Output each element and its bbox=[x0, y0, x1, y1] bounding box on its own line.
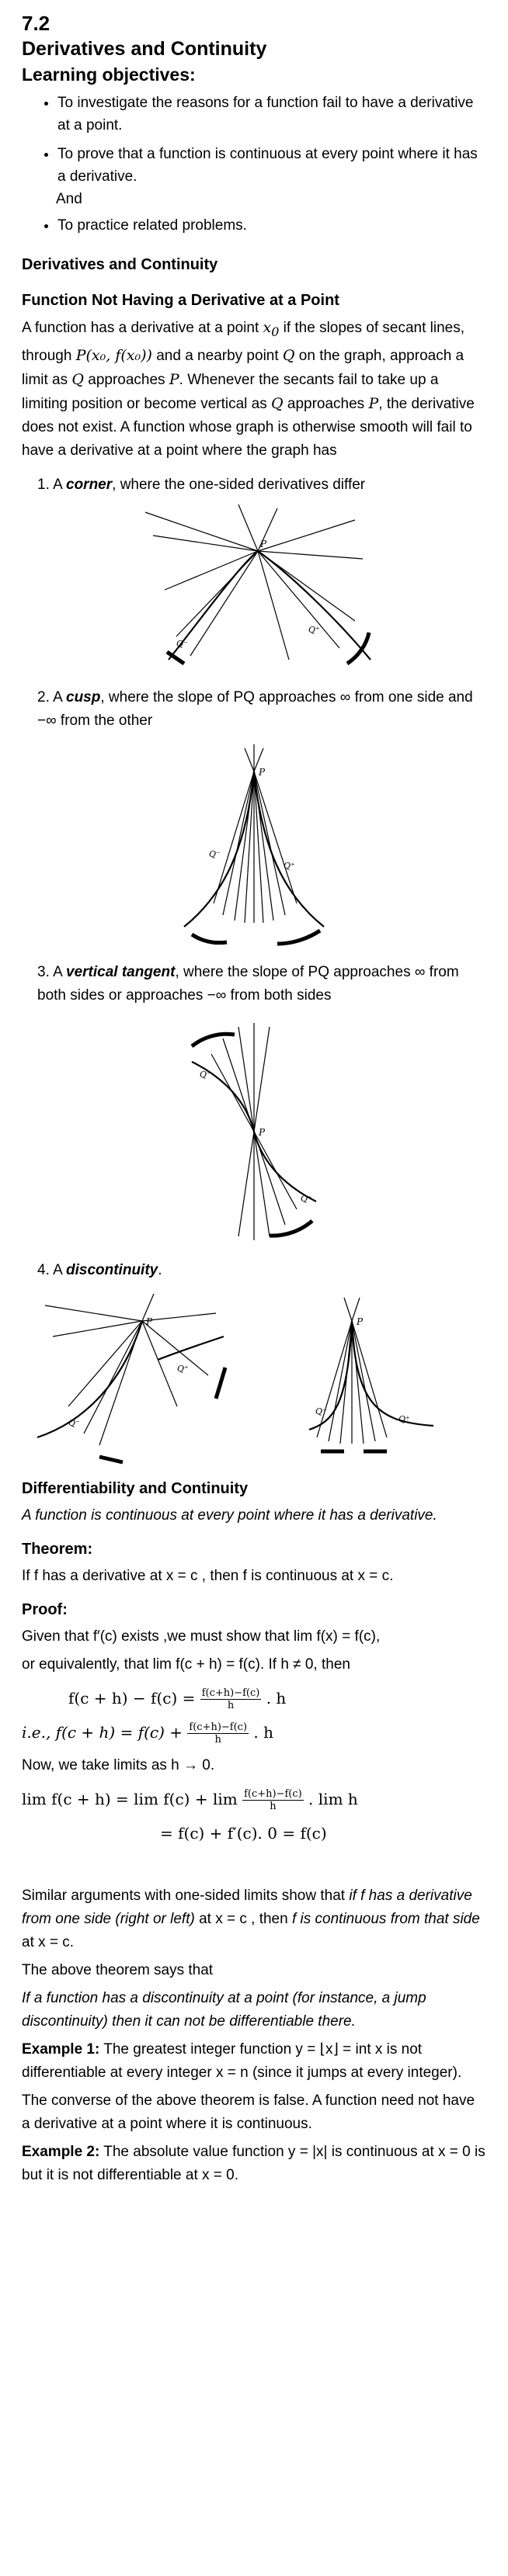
vertical-tangent-figure bbox=[145, 1015, 363, 1248]
contrapositive: If a function has a discontinuity at a point (for instance, a jump discontinuity) then it can not be differentiable there. bbox=[22, 1989, 426, 2030]
case-discontinuity: 4. A discontinuity. bbox=[37, 1261, 162, 1278]
diff-cont-statement: A function is continuous at every point where it has a derivative. bbox=[22, 1506, 437, 1524]
objectives-list-2 bbox=[22, 214, 486, 237]
equation-1: f(c + h) − f(c) = $\frac{f(c+h)-f(c)}{h}$ . h bbox=[68, 1687, 287, 1711]
subsection-heading: Function Not Having a Derivative at a Point bbox=[22, 292, 339, 309]
point-p-label: P bbox=[146, 1316, 153, 1327]
case-vertical-tangent: 3. A vertical tangent, where the slope of PQ approaches ∞ from both sides or approaches −∞ from both sides bbox=[37, 963, 459, 1004]
page-title: Derivatives and Continuity bbox=[22, 38, 267, 60]
theorem-label: Theorem: bbox=[22, 1540, 93, 1558]
q-minus-label: Q⁻ bbox=[200, 1069, 211, 1080]
section-number: 7.2 bbox=[22, 12, 50, 35]
and-label: And bbox=[56, 191, 82, 207]
similar-paragraph: Similar arguments with one-sided limits show that if f has a derivative from one side (right or left) at x = c , then f is continuous from that side at x = c. bbox=[22, 1887, 480, 1950]
objective-item: • To investigate the reasons for a function fail to have a derivative at a point. bbox=[57, 92, 486, 137]
example-2: Example 2: The absolute value function y = |x| is continuous at x = 0 is but it is not differentiable at x = 0. bbox=[22, 2143, 485, 2183]
equation-4: = f(c) + f′(c). 0 = f(c) bbox=[160, 1823, 327, 1843]
theorem-text: If f has a derivative at x = c , then f is continuous at x = c. bbox=[22, 1567, 394, 1584]
objective-item: • To prove that a function is continuous at every point where it has a derivative. bbox=[57, 143, 486, 188]
q-minus-label: Q⁻ bbox=[176, 638, 188, 649]
q-minus-label: Q⁻ bbox=[209, 848, 221, 859]
point-p-label: P bbox=[260, 538, 267, 550]
case-cusp: 2. A cusp, where the slope of PQ approaches ∞ from one side and −∞ from the other bbox=[37, 688, 473, 729]
objective-item: • To practice related problems. bbox=[57, 214, 486, 237]
discontinuity-figure bbox=[22, 1290, 486, 1468]
q-minus-label: Q⁻ bbox=[315, 1406, 327, 1416]
example-1: Example 1: The greatest integer function y = ⌊x⌋ = int x is not differentiable at every integer x = n (since it jumps at every integer). bbox=[22, 2040, 462, 2081]
q-plus-label: Q⁺ bbox=[301, 1193, 312, 1204]
limit-line: Now, we take limits as h → 0. bbox=[22, 1756, 215, 1773]
proof-label: Proof: bbox=[22, 1600, 68, 1618]
q-plus-label: Q⁺ bbox=[177, 1363, 189, 1374]
converse: The converse of the above theorem is false. A function need not have a derivative at a point where it is continuous. bbox=[22, 2092, 475, 2132]
q-plus-label: Q⁺ bbox=[308, 624, 320, 635]
point-p-label: P bbox=[357, 1316, 364, 1327]
q-plus-label: Q⁺ bbox=[398, 1413, 410, 1424]
equation-3: lim f(c + h) = lim f(c) + lim $\frac{f(c+h)-f(c)}{h}$ . lim h bbox=[22, 1787, 358, 1812]
equation-2: i.e., f(c + h) = f(c) + $\frac{f(c+h)-f(c)}{h}$ . h bbox=[22, 1721, 273, 1746]
section-heading: Derivatives and Continuity bbox=[22, 256, 218, 273]
objectives-list bbox=[22, 92, 486, 188]
point-p-label: P bbox=[259, 1126, 266, 1138]
above-theorem: The above theorem says that bbox=[22, 1961, 214, 1978]
corner-figure bbox=[122, 504, 386, 675]
proof-line-1: Given that f′(c) exists ,we must show that lim f(x) = f(c), bbox=[22, 1628, 381, 1645]
case-corner: 1. A corner, where the one-sided derivatives differ bbox=[37, 476, 366, 493]
q-minus-label: Q⁻ bbox=[68, 1417, 80, 1428]
q-plus-label: Q⁺ bbox=[284, 860, 295, 871]
intro-paragraph: A function has a derivative at a point $x_0$ if the slopes of secant lines, through P(x₀, f(x₀)) and a nearby point Q on the graph, approach a limit as Q approaches P. Whenever the secants fail to take up a limiting position or become vertical as Q approaches P, the derivative does not exist. A function whose graph is otherwise smooth will fail to have a derivative at a point where the graph has bbox=[22, 319, 475, 459]
point-p-label: P bbox=[259, 766, 266, 778]
proof-line-2: or equivalently, that lim f(c + h) = f(c). If h ≠ 0, then bbox=[22, 1656, 350, 1673]
diff-cont-heading: Differentiability and Continuity bbox=[22, 1479, 249, 1497]
cusp-figure bbox=[153, 740, 355, 950]
objectives-heading: Learning objectives: bbox=[22, 64, 196, 85]
